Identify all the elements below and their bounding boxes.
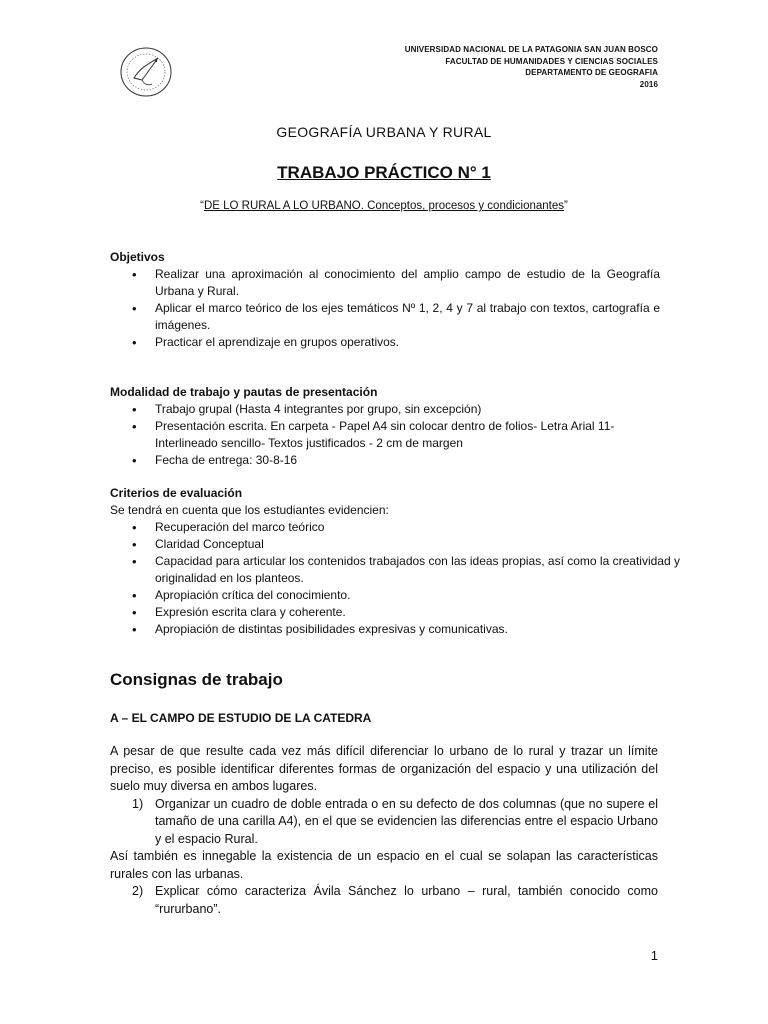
- task-1: [110, 796, 658, 849]
- consignas-heading: Consignas de trabajo: [110, 670, 283, 689]
- subtitle: [0, 200, 768, 212]
- modality-section: [110, 384, 660, 469]
- university-seal-icon: [118, 44, 174, 100]
- university-name: UNIVERSIDAD NACIONAL DE LA PATAGONIA SAN JUAN BOSCO: [404, 45, 658, 54]
- faculty-name: FACULTAD DE HUMANIDADES Y CIENCIAS SOCIALES: [445, 56, 658, 66]
- task-1-text: Organizar un cuadro de doble entrada o en su defecto de dos columnas (que no supere el tamaño de una carilla A4), en el que se evidencien las diferencias entre el espacio Urbano y el espacio Rural.: [155, 796, 658, 846]
- task-2-number: 2): [132, 884, 144, 898]
- list-item: • Presentación escrita. En carpeta - Papel A4 sin colocar dentro de folios- Letra Arial 11- Interlineado sencillo- Textos justificados - 2 cm de margen: [110, 418, 660, 452]
- task-1-number: 1): [132, 796, 144, 811]
- page-title: [0, 163, 768, 183]
- subtitle-open-quote: “: [200, 200, 204, 212]
- list-item: • Apropiación crítica del conocimiento.: [110, 587, 710, 604]
- subtitle-text: DE LO RURAL A LO URBANO. Conceptos, procesos y condicionantes: [203, 200, 565, 212]
- header-year: 2016: [639, 79, 658, 89]
- page-number: 1: [650, 948, 658, 963]
- list-item: • Realizar una aproximación al conocimiento del amplio campo de estudio de la Geografía Urbana y Rural.: [110, 266, 660, 300]
- paragraph-1: A pesar de que resulte cada vez más difícil diferenciar lo urbano de lo rural y trazar un límite preciso, es posible identificar diferentes formas de organización del espacio y una utilización del suelo muy diversa en ambos lugares.: [110, 744, 658, 793]
- page-title-text: TRABAJO PRÁCTICO N° 1: [277, 163, 491, 182]
- list-item: • Practicar el aprendizaje en grupos operativos.: [110, 334, 660, 351]
- subject-title: GEOGRAFÍA URBANA Y RURAL: [276, 124, 492, 140]
- section-a-heading: A – EL CAMPO DE ESTUDIO DE LA CATEDRA: [110, 711, 372, 725]
- objectives-section: [110, 249, 660, 351]
- list-item: • Capacidad para articular los contenidos trabajados con las ideas propias, así como la creatividad y originalidad en los planteos.: [110, 553, 710, 587]
- criteria-heading: Criterios de evaluación: [110, 486, 243, 500]
- task-2: [110, 883, 658, 918]
- institution-header: [405, 44, 658, 90]
- consignas-body: [110, 743, 658, 918]
- task-2-text: Explicar cómo caracteriza Ávila Sánchez lo urbano – rural, también conocido como “rururbano”.: [155, 884, 658, 916]
- paragraph-2: Así también es innegable la existencia de un espacio en el cual se solapan las características rurales con las urbanas.: [110, 849, 658, 881]
- criteria-intro: Se tendrá en cuenta que los estudiantes evidencien:: [110, 503, 389, 517]
- list-item: • Expresión escrita clara y coherente.: [110, 604, 710, 621]
- objectives-heading: Objetivos: [110, 250, 165, 264]
- department-name: DEPARTAMENTO DE GEOGRAFIA: [525, 68, 658, 77]
- list-item: • Aplicar el marco teórico de los ejes temáticos Nº 1, 2, 4 y 7 al trabajo con textos, cartografía e imágenes.: [110, 300, 660, 334]
- list-item: • Apropiación de distintas posibilidades expresivas y comunicativas.: [110, 621, 710, 638]
- subtitle-close-quote: ”: [564, 200, 568, 212]
- criteria-section: [110, 485, 710, 638]
- modality-heading: Modalidad de trabajo y pautas de presentación: [110, 385, 378, 399]
- list-item: • Claridad Conceptual: [110, 536, 710, 553]
- list-item: • Trabajo grupal (Hasta 4 integrantes por grupo, sin excepción): [110, 401, 660, 418]
- list-item: • Fecha de entrega: 30-8-16: [110, 452, 660, 469]
- list-item: • Recuperación del marco teórico: [110, 519, 710, 536]
